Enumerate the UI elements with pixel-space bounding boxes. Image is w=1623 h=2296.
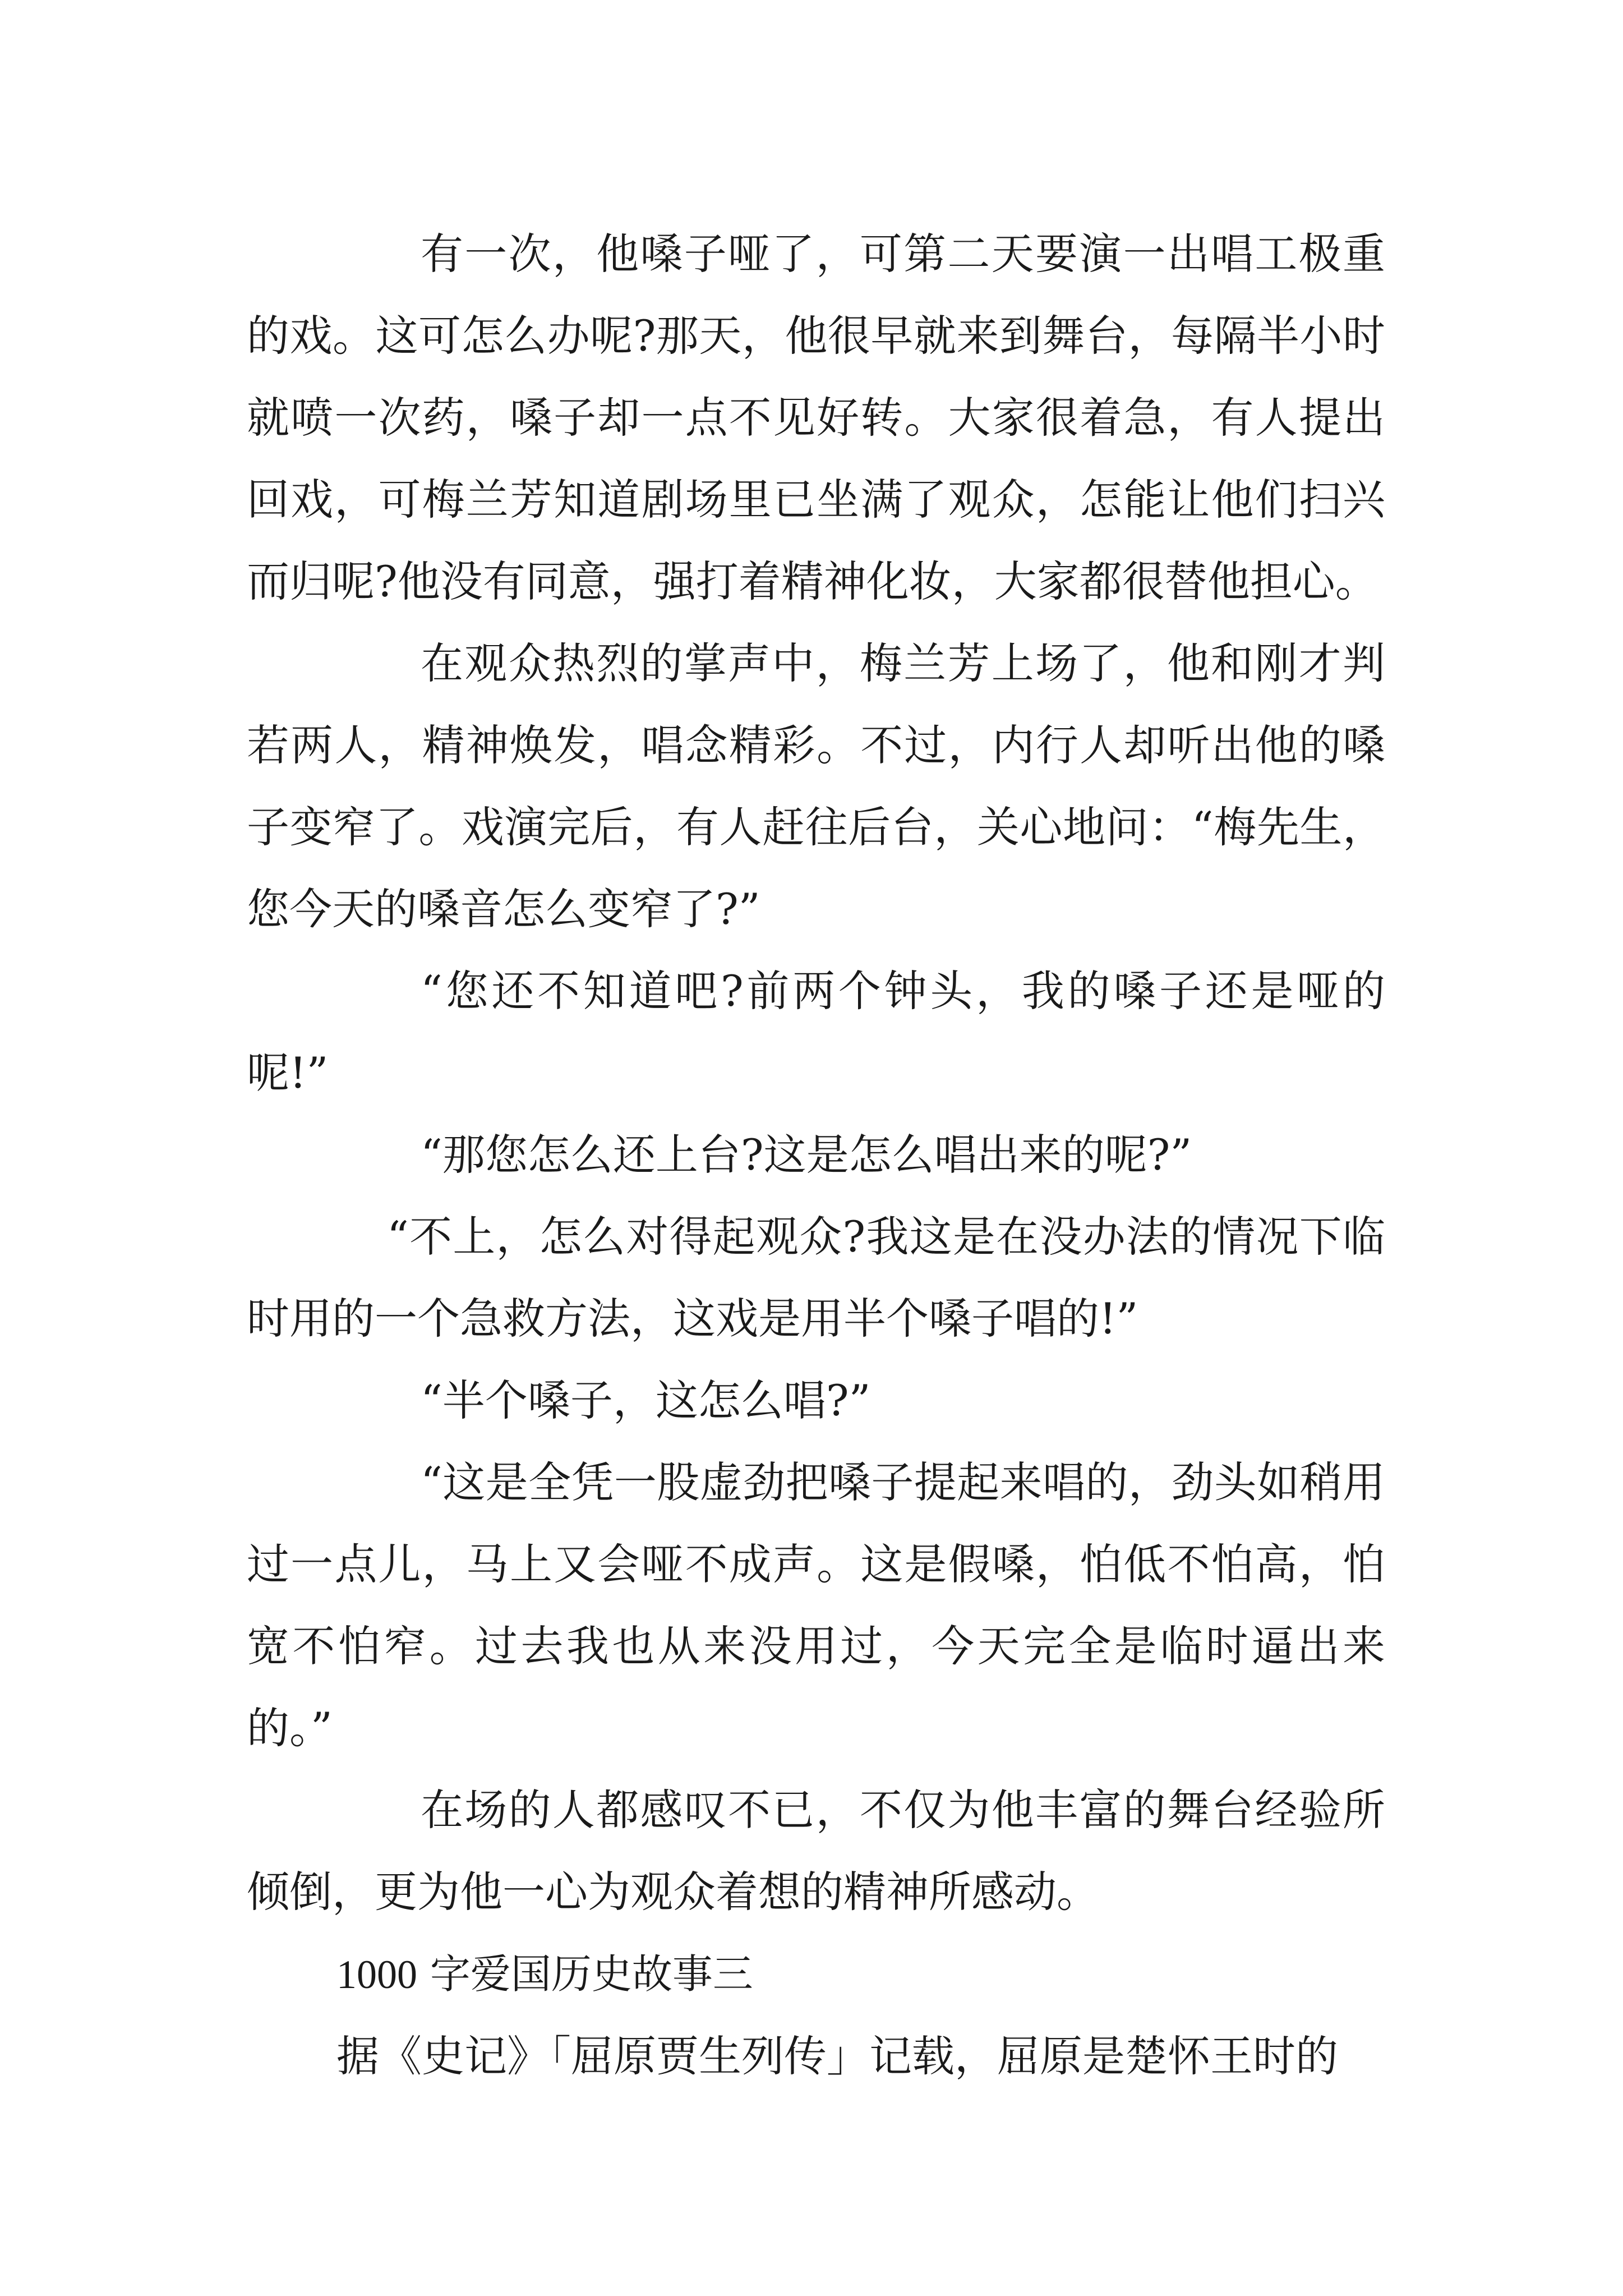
paragraph-6: “半个嗓子，这怎么唱?” [421, 1375, 871, 1425]
paragraph-4: “那您怎么还上台?这是怎么唱出来的呢?” [421, 1130, 1192, 1180]
section-heading-text: 字爱国历史故事三 [430, 1950, 753, 1998]
paragraph-7: “这是全凭一股虚劲把嗓子提起来唱的，劲头如稍用过一点儿，马上又会哑不成声。这是假嗓，怕低不怕高，怕宽不怕窄。过去我也从来没用过，今天完全是临时逼出来的。” [247, 1457, 1385, 1753]
document-body [247, 213, 1385, 2097]
paragraph-1: 有一次，他嗓子哑了，可第二天要演一出唱工极重的戏。这可怎么办呢?那天，他很早就来到舞台，每隔半小时就喷一次药，嗓子却一点不见好转。大家很着急，有人提出回戏，可梅兰芳知道剧场里已坐满了观众，怎能让他们扫兴而归呢?他没有同意，强打着精神化妆，大家都很替他担心。 [247, 229, 1385, 606]
paragraph-8: 在场的人都感叹不已，不仅为他丰富的舞台经验所倾倒，更为他一心为观众着想的精神所感动。 [247, 1785, 1385, 1917]
section-heading [247, 1933, 1385, 2016]
paragraph-2: 在观众热烈的掌声中，梅兰芳上场了，他和刚才判若两人，精神焕发，唱念精彩。不过，内行人却听出他的嗓子变窄了。戏演完后，有人赶往后台，关心地问：“梅先生，您今天的嗓音怎么变窄了?” [247, 638, 1385, 934]
section-heading-number: 1000 [336, 1952, 417, 1997]
paragraph-5: “不上，怎么对得起观众?我这是在没办法的情况下临时用的一个急救方法，这戏是用半个嗓子唱的!” [247, 1212, 1385, 1343]
next-section-first-line: 据《史记》「屈原贾生列传」记载，屈原是楚怀王时的 [336, 2031, 1338, 2081]
paragraph-3: “您还不知道吧?前两个钟头，我的嗓子还是哑的呢!” [247, 966, 1385, 1098]
